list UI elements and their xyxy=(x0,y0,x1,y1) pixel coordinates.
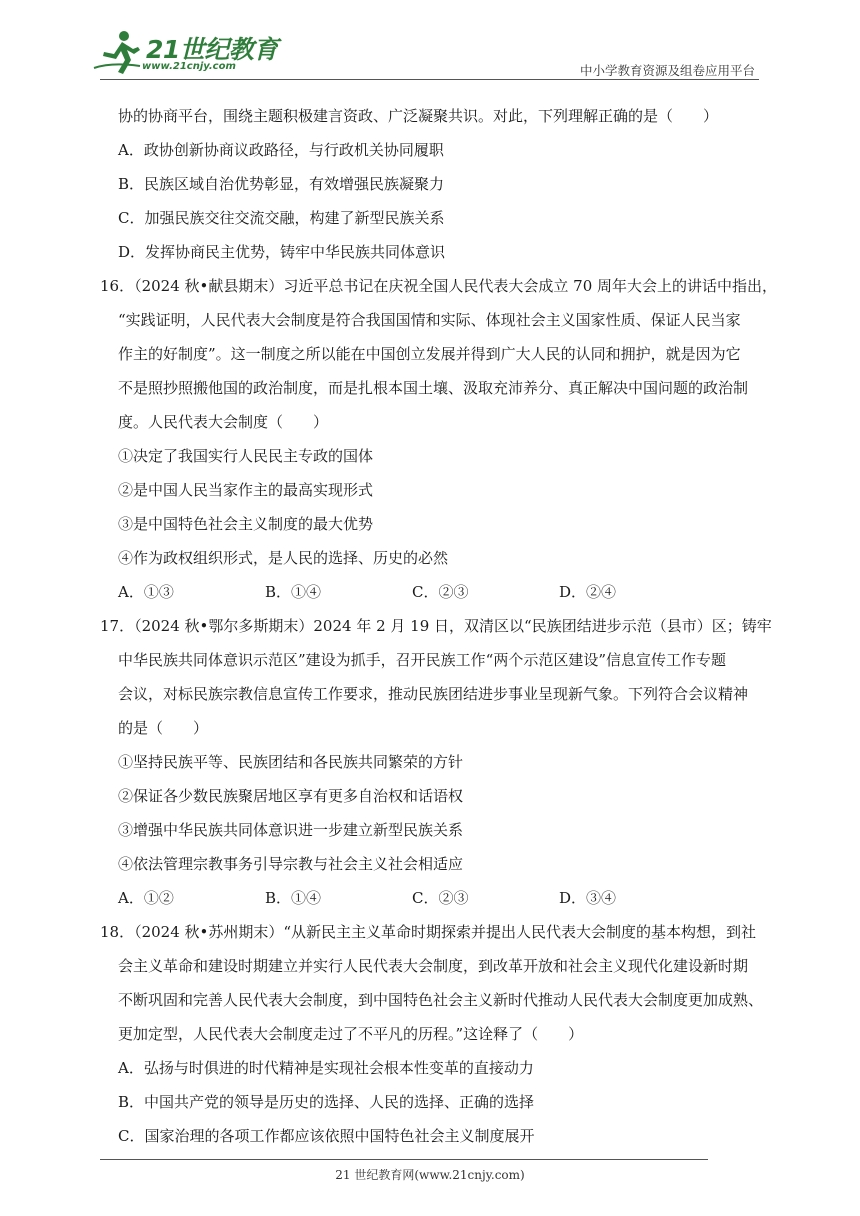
option-line: C．加强民族交往交流交融，构建了新型民族关系 xyxy=(118,209,445,227)
option-d: D．③④ xyxy=(559,889,617,907)
option-a: A．①② xyxy=(118,889,174,907)
statement-line: ②是中国人民当家作主的最高实现形式 xyxy=(118,481,374,499)
footer-divider xyxy=(100,1159,708,1160)
logo-title: 21世纪教育 xyxy=(146,35,278,64)
statement-line: ①坚持民族平等、民族团结和各民族共同繁荣的方针 xyxy=(118,753,464,771)
question-17-stem: 17．（2024 秋•鄂尔多斯期末）2024 年 2 月 19 日，双清区以“民族团结进步示范（县市）区；铸牢 xyxy=(100,617,772,635)
text-line: 不断巩固和完善人民代表大会制度，到中国特色社会主义新时代推动人民代表大会制度更加成熟、 xyxy=(118,991,764,1009)
option-line: D．发挥协商民主优势，铸牢中华民族共同体意识 xyxy=(118,243,446,261)
runner-logo-icon xyxy=(92,28,144,76)
text-line: 会议，对标民族宗教信息宣传工作要求，推动民族团结进步事业呈现新气象。下列符合会议精神 xyxy=(118,685,749,703)
page-header xyxy=(0,0,860,82)
statement-line: ②保证各少数民族聚居地区享有更多自治权和话语权 xyxy=(118,787,464,805)
option-b: B．①④ xyxy=(265,889,322,907)
text-line: 更加定型，人民代表大会制度走过了不平凡的历程。”这诠释了（ ） xyxy=(118,1025,584,1043)
header-divider xyxy=(100,79,759,80)
statement-line: ①决定了我国实行人民民主专政的国体 xyxy=(118,447,374,465)
option-d: D．②④ xyxy=(559,583,617,601)
options-17 xyxy=(118,881,768,915)
text-line: 会主义革命和建设时期建立并实行人民代表大会制度，到改革开放和社会主义现代化建设新时期 xyxy=(118,957,749,975)
option-line: B．中国共产党的领导是历史的选择、人民的选择、正确的选择 xyxy=(118,1093,535,1111)
option-c: C．②③ xyxy=(412,583,469,601)
text-line: 不是照抄照搬他国的政治制度，而是扎根本国土壤、汲取充沛养分、真正解决中国问题的政治制 xyxy=(118,379,749,397)
text-line: 中华民族共同体意识示范区”建设为抓手，召开民族工作“两个示范区建设”信息宣传工作专题 xyxy=(118,651,727,669)
platform-name: 中小学教育资源及组卷应用平台 xyxy=(579,63,755,78)
option-c: C．②③ xyxy=(412,889,469,907)
site-logo xyxy=(92,28,278,80)
statement-line: ③增强中华民族共同体意识进一步建立新型民族关系 xyxy=(118,821,464,839)
option-line: B．民族区域自治优势彰显，有效增强民族凝聚力 xyxy=(118,175,445,193)
option-line: A．政协创新协商议政路径，与行政机关协同履职 xyxy=(118,141,444,159)
option-b: B．①④ xyxy=(265,583,322,601)
option-a: A．①③ xyxy=(118,583,174,601)
statement-line: ③是中国特色社会主义制度的最大优势 xyxy=(118,515,374,533)
question-content xyxy=(100,99,778,1153)
option-line: C．国家治理的各项工作都应该依照中国特色社会主义制度展开 xyxy=(118,1127,535,1145)
text-line: 作主的好制度”。这一制度之所以能在中国创立发展并得到广大人民的认同和拥护，就是因为它 xyxy=(118,345,741,363)
logo-url: www.21cnjy.com xyxy=(142,61,236,72)
text-line: 的是（ ） xyxy=(118,719,209,737)
question-18-stem: 18．（2024 秋•苏州期末）“从新民主主义革命时期探索并提出人民代表大会制度的基本构想，到社 xyxy=(100,923,757,941)
question-16-stem: 16．（2024 秋•献县期末）习近平总书记在庆祝全国人民代表大会成立 70 周年大会上的讲话中指出， xyxy=(100,277,778,295)
text-line: 协的协商平台，围绕主题积极建言资政、广泛凝聚共识。对此，下列理解正确的是（ ） xyxy=(118,107,719,125)
statement-line: ④依法管理宗教事务引导宗教与社会主义社会相适应 xyxy=(118,855,464,873)
options-16 xyxy=(118,575,768,609)
page-footer: 21 世纪教育网(www.21cnjy.com) xyxy=(335,1168,525,1182)
text-line: “实践证明，人民代表大会制度是符合我国国情和实际、体现社会主义国家性质、保证人民当家 xyxy=(118,311,741,329)
statement-line: ④作为政权组织形式，是人民的选择、历史的必然 xyxy=(118,549,449,567)
option-line: A．弘扬与时俱进的时代精神是实现社会根本性变革的直接动力 xyxy=(118,1059,534,1077)
text-line: 度。人民代表大会制度（ ） xyxy=(118,413,329,431)
